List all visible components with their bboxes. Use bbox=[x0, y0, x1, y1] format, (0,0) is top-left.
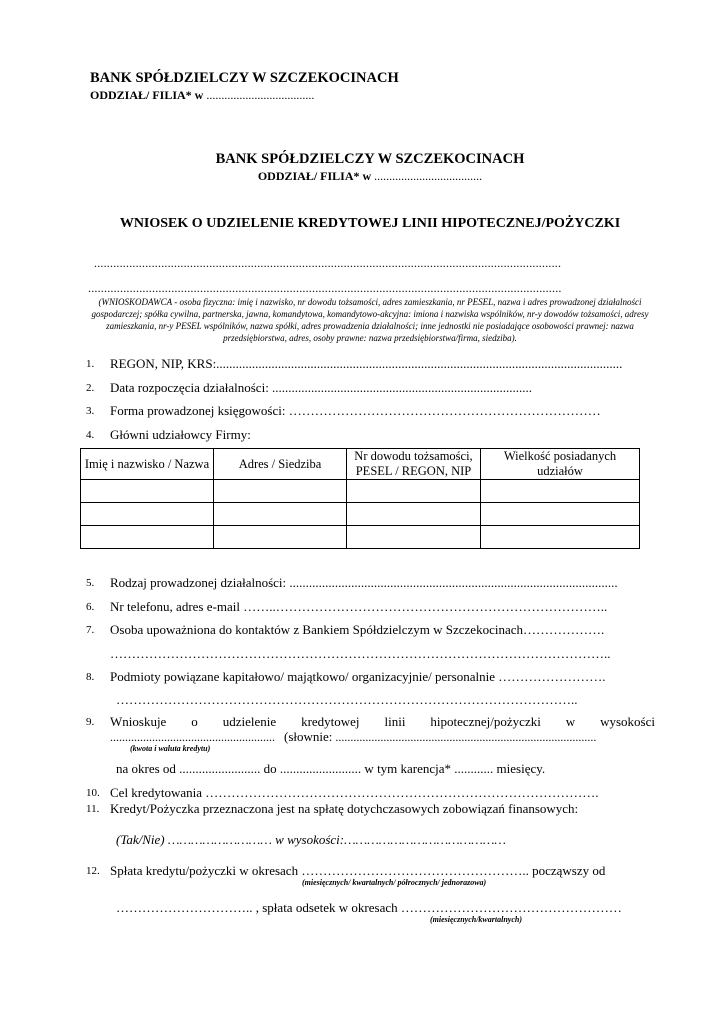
table-cell[interactable] bbox=[481, 526, 640, 549]
branch-label: ODDZIAŁ/ FILIA* w bbox=[257, 169, 372, 183]
loan-amount-line bbox=[110, 729, 596, 745]
slownie-label: (słownie: bbox=[284, 729, 333, 744]
item-loan-request bbox=[110, 714, 655, 730]
loan-amount-field[interactable]: ....................................................... bbox=[110, 730, 275, 744]
item-business-start-date[interactable]: Data rozpoczęcia działalności: ................................................................................ bbox=[110, 380, 533, 395]
item-accounting-form[interactable]: Forma prowadzonej księgowości: ……………………………………………………………… bbox=[110, 403, 601, 418]
table-cell[interactable] bbox=[81, 480, 214, 503]
branch-line-top bbox=[90, 88, 314, 103]
word: w bbox=[565, 714, 576, 729]
table-row bbox=[81, 526, 640, 549]
item-business-type[interactable]: Rodzaj prowadzonej działalności: ..................................................................................................... bbox=[110, 575, 618, 590]
item-number: 4. bbox=[86, 429, 95, 441]
item-number: 3. bbox=[86, 405, 95, 417]
table-cell[interactable] bbox=[81, 503, 214, 526]
table-cell[interactable] bbox=[214, 480, 347, 503]
bank-name-top: BANK SPÓŁDZIELCZY W SZCZEKOCINACH bbox=[90, 70, 399, 86]
item-number: 5. bbox=[86, 577, 95, 589]
item-loan-purpose[interactable]: Cel kredytowania ………………………………………………………………………………. bbox=[110, 785, 599, 800]
item-related-entities-line2[interactable]: …………………………………………………………………………………………….. bbox=[116, 692, 578, 707]
bank-name-center: BANK SPÓŁDZIELCZY W SZCZEKOCINACH bbox=[215, 151, 525, 167]
word: linii bbox=[384, 714, 406, 729]
table-cell[interactable] bbox=[214, 526, 347, 549]
word: Wnioskuje bbox=[110, 714, 167, 729]
word: hipotecznej/pożyczki bbox=[430, 714, 541, 729]
column-header-id-number: Nr dowodu tożsamości, PESEL / REGON, NIP bbox=[347, 449, 481, 480]
table-row bbox=[81, 480, 640, 503]
loan-amount-words-field[interactable]: ....................................................................................... bbox=[335, 730, 597, 744]
column-header-shares: Wielkość posiadanych udziałów bbox=[481, 449, 640, 480]
word: o bbox=[191, 714, 198, 729]
shareholders-table bbox=[80, 448, 640, 549]
loan-period-line[interactable]: na okres od ......................... do ......................... w tym karencja* ............ miesięcy. bbox=[116, 761, 546, 776]
item-related-entities[interactable]: Podmioty powiązane kapitałowo/ majątkowo/ organizacyjnie/ personalnie ……………………. bbox=[110, 669, 606, 684]
word: kredytowej bbox=[301, 714, 360, 729]
item-number: 1. bbox=[86, 358, 95, 370]
item-number: 6. bbox=[86, 601, 95, 613]
table-cell[interactable] bbox=[81, 526, 214, 549]
item-number: 12. bbox=[86, 865, 100, 877]
item-number: 8. bbox=[86, 671, 95, 683]
table-cell[interactable] bbox=[214, 503, 347, 526]
amount-hint: (kwota i waluta kredytu) bbox=[130, 744, 211, 753]
branch-value[interactable]: .................................... bbox=[374, 169, 483, 183]
applicant-line-2[interactable]: .................................................................................................................................................... bbox=[88, 281, 562, 295]
table-cell[interactable] bbox=[347, 480, 481, 503]
interest-schedule-line[interactable]: ………………………….. , spłata odsetek w okresach …………………………………………… bbox=[116, 900, 622, 915]
item-shareholders-heading: Główni udziałowcy Firmy: bbox=[110, 427, 251, 442]
item-contact-person-line2[interactable]: …………………………………………………………………………………………………….. bbox=[110, 646, 611, 661]
column-header-name: Imię i nazwisko / Nazwa bbox=[81, 449, 214, 480]
page-title: WNIOSEK O UDZIELENIE KREDYTOWEJ LINII HIPOTECZNEJ/POŻYCZKI bbox=[119, 216, 621, 231]
table-row bbox=[81, 503, 640, 526]
item-repayment-schedule[interactable]: Spłata kredytu/pożyczki w okresach …………………………………………….. począwszy od bbox=[110, 863, 606, 878]
refinancing-answer-line[interactable]: (Tak/Nie) ……………………… w wysokości:…………………………………… bbox=[116, 832, 506, 847]
item-number: 11. bbox=[86, 803, 100, 815]
interest-period-hint: (miesięcznych/kwartalnych) bbox=[430, 915, 522, 924]
table-cell[interactable] bbox=[481, 503, 640, 526]
table-cell[interactable] bbox=[347, 503, 481, 526]
item-number: 10. bbox=[86, 787, 100, 799]
item-contact-person[interactable]: Osoba upoważniona do kontaktów z Bankiem Spółdzielczym w Szczekocinach………………. bbox=[110, 622, 605, 637]
column-header-address: Adres / Siedziba bbox=[214, 449, 347, 480]
item-number: 9. bbox=[86, 716, 95, 728]
item-regon-nip-krs[interactable]: REGON, NIP, KRS:............................................................................................................................. bbox=[110, 356, 623, 371]
item-number: 7. bbox=[86, 624, 95, 636]
applicant-line-1[interactable]: .................................................................................................................................................. bbox=[94, 256, 562, 270]
table-cell[interactable] bbox=[481, 480, 640, 503]
item-refinancing: Kredyt/Pożyczka przeznaczona jest na spłatę dotychczasowych zobowiązań finansowych: bbox=[110, 801, 579, 816]
word: wysokości bbox=[600, 714, 655, 729]
word: udzielenie bbox=[222, 714, 277, 729]
item-phone-email[interactable]: Nr telefonu, adres e-mail ……..………………………………………………………………….. bbox=[110, 599, 608, 614]
branch-value[interactable]: .................................... bbox=[206, 88, 315, 102]
branch-label: ODDZIAŁ/ FILIA* w bbox=[90, 88, 204, 102]
repayment-period-hint: (miesięcznych/ kwartalnych/ półrocznych/ jednorazowa) bbox=[302, 878, 487, 887]
branch-line-center bbox=[0, 169, 724, 184]
applicant-note: (WNIOSKODAWCA - osoba fizyczna: imię i nazwisko, nr dowodu tożsamości, adres zamieszkania, nr PESEL, nazwa i adres prowadzonej działalności gospodarczej; spółka cywilna, partnerska, jawna, komandytowa, komandytowo-akcyjna: imiona i nazwiska wspólników, nr-y dowodów tożsamości, adresy zamieszkania, nr-y PESEL wspólników, nazwa spółki, adres prowadzenia działalności; inne jednostki nie posiadające osobowości prawnej: nazwa przedsiębiorstwa, adres, osoby prawne: nazwa przedsiębiorstwa/firma, siedziba). bbox=[91, 297, 649, 343]
table-header-row bbox=[81, 449, 640, 480]
table-cell[interactable] bbox=[347, 526, 481, 549]
item-number: 2. bbox=[86, 382, 95, 394]
